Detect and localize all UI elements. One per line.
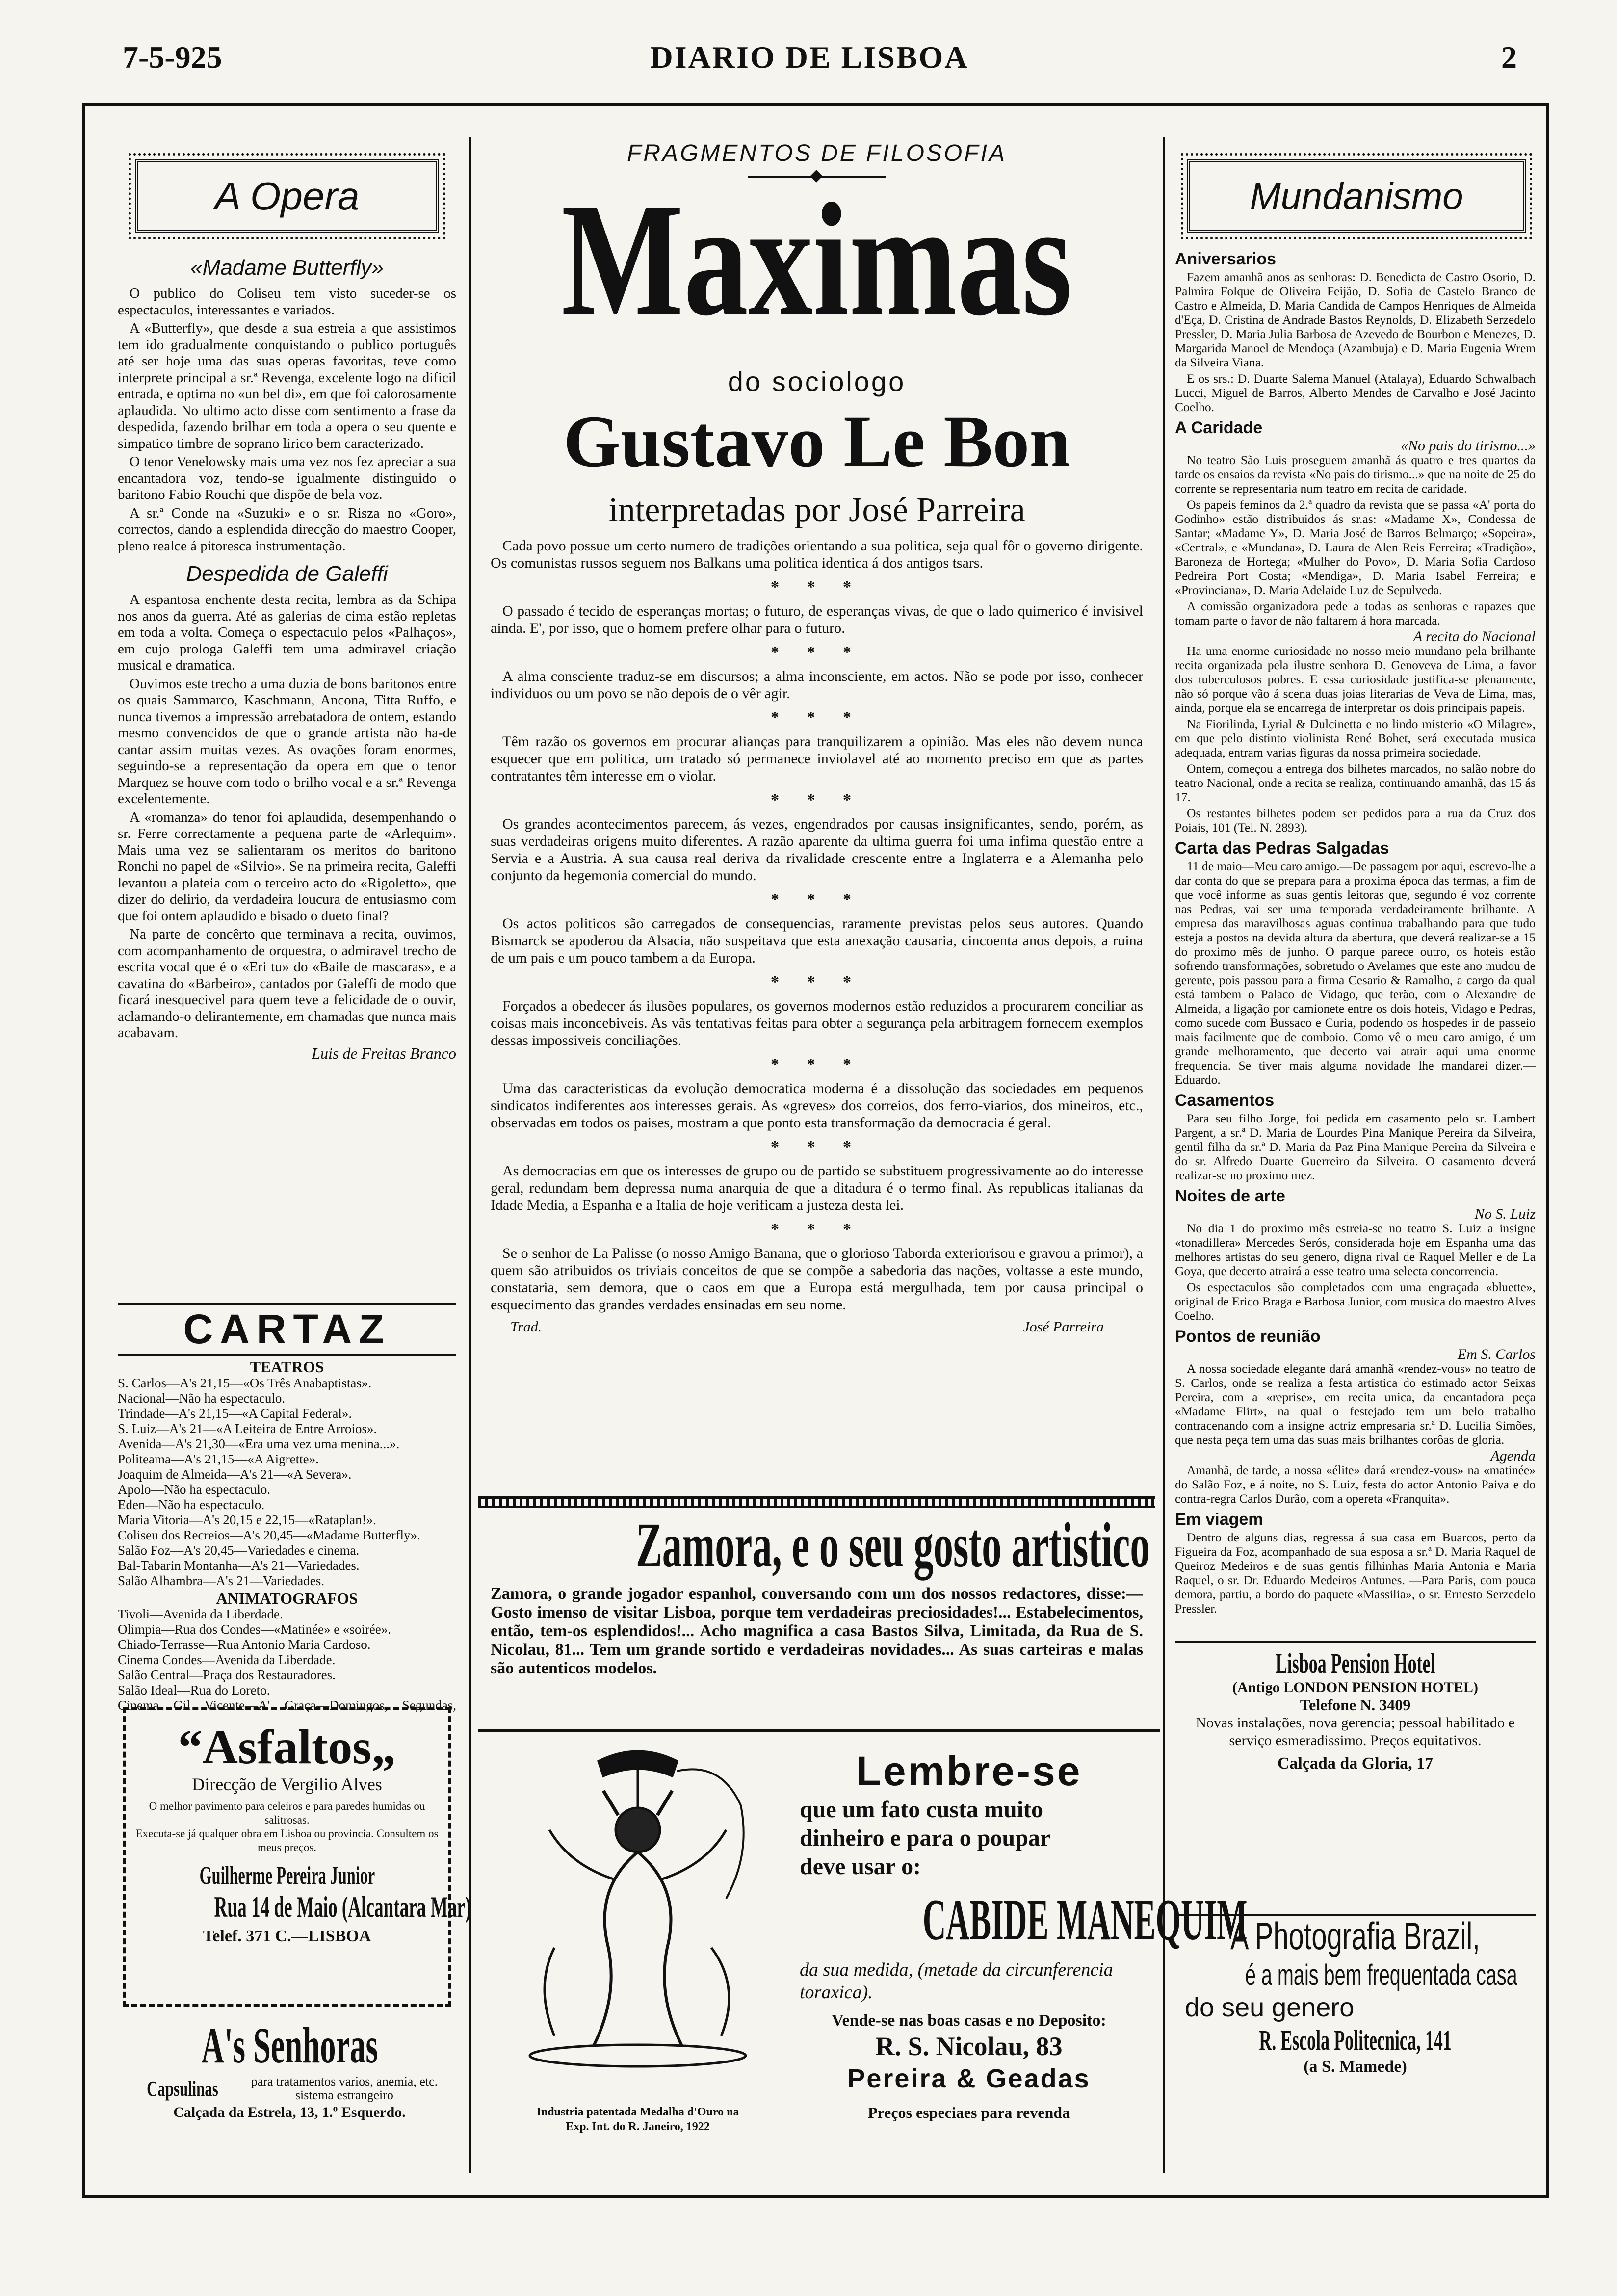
pension-address: Calçada da Gloria, 17 <box>1277 1754 1434 1773</box>
ornamental-rule <box>478 1496 1155 1508</box>
separator-stars: * * * <box>771 578 863 596</box>
column-divider-left <box>469 137 471 2173</box>
cabide-ad <box>790 1747 1248 2122</box>
maximas-title: Maximas <box>561 170 1072 349</box>
viagem-heading: Em viagem <box>1175 1510 1263 1529</box>
paragraph: A alma consciente traduz-se em discursos; a alma inconsciente, em actos. Não se pode por isso, conhecer individuos ou um povo se não depois de o vêr agir. <box>491 668 1143 702</box>
paragraph: Na parte de concêrto que terminava a recita, ouvimos, com acompanhamento de orquestra, o admiravel trecho de escrita vocal que é o «Eri tu» do «Baile de mascaras», e a cavatina do «Barbeiro», cantados por Galeffi de modo que ficará inesquecivel para quem teve a felicidade de o ouvir, aclamando-o delirantemente, em chamadas que nunca mais acabavam. <box>118 926 456 1041</box>
paragraph: E os srs.: D. Duarte Salema Manuel (Atalaya), Eduardo Schwalbach Lucci, Miguel de Barros, Alberto Mendes de Carvalho e José Jacinto Coelho. <box>1175 371 1536 414</box>
paragraph: O tenor Venelowsky mais uma vez nos fez apreciar a sua encantadora voz, tendo-se igualmente distinguido o baritono Fabio Rouchi que dispõe de bela voz. <box>118 454 456 502</box>
masthead: DIARIO DE LISBOA <box>650 40 969 75</box>
senhoras-title: A's Senhoras <box>201 2017 378 2074</box>
listing-item: Apolo—Não ha espectaculo. <box>118 1482 271 1497</box>
senhoras-ad <box>118 2016 461 2144</box>
cartaz-listing <box>118 1359 456 1712</box>
maximas-body <box>491 537 1143 1499</box>
paragraph: Ha uma enorme curiosidade no nosso meio mundano pela brilhante recita organizada pela ilustre senhora D. Genoveva de Lima, a favor dos tuberculosos pobres. E essa curiosidade justifica-se plenamente, não só porque vão á scena duas joias literarias de Veva de Lima, mas, ainda, porque ela se encarrega de interpretar os dois principais papeis. <box>1175 644 1536 715</box>
zamora-text: Zamora, o grande jogador espanhol, conversando com um dos nossos redactores, disse:—Gosto imenso de visitar Lisboa, porque tem verdadeiras preciosidades!... Estabelecimentos, então, tem-os esplendidos!... Acho magnifica a casa Bastos Silva, Limitada, da Rua de S. Nicolau, 81... Tem um grande sortido e verdadeiras novidades... As suas carteiras e malas são autenticos modelos. <box>491 1585 1143 1677</box>
opera-title: A Opera <box>135 159 439 233</box>
paragraph: No dia 1 do proximo mês estreia-se no teatro S. Luiz a insigne «tonadillera» Mercedes Serós, considerada hoje em Espanha uma das melhores artistas do seu genero, digna rival de Raquel Meller e de La Goya, que decerto atrairá a esse teatro uma selecta concorrencia. <box>1175 1221 1536 1278</box>
asfaltos-phone: Telef. 371 C.—LISBOA <box>203 1927 371 1945</box>
paragraph: Uma das caracteristicas da evolução democratica moderna é a dissolução das sociedades em pequenos sindicatos indiferentes aos interesses gerais. As «greves» dos correios, dos ferro-viarios, dos mineiros, etc., observadas em todos os paises, mostram a que ponto esta transformação da democracia é geral. <box>491 1080 1143 1131</box>
pension-text: Novas instalações, nova gerencia; pessoal habilitado e serviço esmeradissimo. Preços equitativos. <box>1196 1715 1515 1748</box>
paragraph: O passado é tecido de esperanças mortas; o futuro, de esperanças vivas, de que o lado quimerico é invisivel ainda. E', por isso, que o homem prefere olhar para o futuro. <box>491 603 1143 636</box>
paragraph: Os restantes bilhetes podem ser pedidos para a rua da Cruz dos Poiais, 101 (Tel. N. 2893). <box>1175 806 1536 835</box>
pension-ad <box>1175 1641 1536 1916</box>
listing-item: Chiado-Terrasse—Rua Antonio Maria Cardoso. <box>118 1637 371 1652</box>
listing-item: Joaquim de Almeida—A's 21—«A Severa». <box>118 1466 352 1482</box>
cabide-line3: deve usar o: <box>800 1853 921 1879</box>
cabide-prices: Preços especiaes para revenda <box>867 2104 1070 2121</box>
paragraph: Dentro de alguns dias, regressa á sua casa em Buarcos, perto da Figueira da Foz, acompanhado de sua esposa a sr.ª D. Maria Raquel de Queiroz Medeiros e de suas gentis filhinhas Maria Antonia e Maria Raquel, o sr. Dr. Eduardo Medeiros Antunes. —Para Paris, com pouca demora, partiu, a bordo do paquete «Massilia», o sr. Ernesto Serzedelo Pressler. <box>1175 1530 1536 1616</box>
photo-title: A Photografia Brazil, <box>1230 1914 1480 1957</box>
separator-stars: * * * <box>771 643 863 661</box>
asfaltos-subtitle: Direcção de Vergilio Alves <box>192 1774 382 1794</box>
agenda-sub: Agenda <box>1490 1448 1536 1464</box>
noites-heading: Noites de arte <box>1175 1187 1285 1205</box>
devil-illustration <box>496 1742 780 2075</box>
listing-item: Salão Central—Praça dos Restauradores. <box>118 1668 336 1682</box>
listing-item: Maria Vitoria—A's 20,15 e 22,15—«Rataplan!». <box>118 1512 376 1527</box>
cabide-line2: dinheiro e para o poupar <box>800 1825 1051 1851</box>
listing-item: Cinema Condes—Avenida da Liberdade. <box>118 1652 336 1667</box>
paragraph: Fazem amanhã anos as senhoras: D. Benedicta de Castro Osorio, D. Palmira Folque de Oliveira Feijão, D. Sofia de Castelo Branco de Castro e Almeida, D. Maria Candida de Campos Henriques de Almeida d'Eça, D. Cristina de Andrade Bastos Reynolds, D. Elizabeth Serzedelo Pressler, D. Maria Julia Barbosa de Azevedo de Bourbon e Menezes, D. Margarida Manoel de Mendoça (Azambuja) e D. Maria Eugenia Wrem da Silveira Viana. <box>1175 270 1536 369</box>
sociologo-subtitle: do sociologo <box>728 366 906 397</box>
separator-stars: * * * <box>771 890 863 909</box>
paragraph: Forçados a obedecer ás ilusões populares, os governos modernos estão reduzidos a procurarem conciliar as coisas mais inconcebiveis. As vãs tentativas feitas para obter a segurança pela arbitragem fornecem exemplos dessas impossiveis conciliações. <box>491 998 1143 1048</box>
paragraph: Os papeis feminos da 2.ª quadro da revista que se passa «A' porta do Godinho» estão distribuidos ás sr.as: «Madame X», Condessa de Santar; «Madame Y», D. Maria José de Barros Belmarço; «Sopeira», «Central», e «Mundana», D. Laura de Alen Reis Ferreira; «Tradição», Baroneza de Hortega; «Mulher do Povo», D. Maria Sofia Cardoso Pedreira Port Costa; «Mendiga», D. Maria Isabel Ferreira; e «Provinciana», D. Maria Adelaide Luz de Sepulveda. <box>1175 497 1536 597</box>
trad-label: Trad. <box>510 1319 542 1335</box>
zamora-headline: Zamora, e o seu gosto artistico <box>636 1510 1150 1581</box>
separator-stars: * * * <box>771 1220 863 1238</box>
listing-item: Salão Alhambra—A's 21—Variedades. <box>118 1573 325 1588</box>
trad-name: José Parreira <box>1023 1319 1104 1335</box>
listing-item: S. Carlos—A's 21,15—«Os Três Anabaptistas». <box>118 1375 372 1390</box>
photo-line2: do seu genero <box>1185 1993 1355 2022</box>
paragraph: A «Butterfly», que desde a sua estreia a que assistimos tem ido gradualmente conquistando o publico português até ser hoje uma das suas operas favoritas, teve como interprete principal a sr.ª Revenga, excelente logo na dificil entrada, e optima no «un bel di», em que foi calorosamente aplaudida. No ultimo acto disse com sentimento a frase da despedida, fazendo brilhar em toda a opera o seu quente e simpatico timbre de soprano lirico bem caracterizado. <box>118 320 456 451</box>
mundanismo-title: Mundanismo <box>1187 159 1526 233</box>
cabide-sold: Vende-se nas boas casas e no Deposito: <box>832 2011 1106 2030</box>
paragraph: 11 de maio—Meu caro amigo.—De passagem por aqui, escrevo-lhe a dar conta do que se prepara para a proxima época das termas, a fim de que você informe as suas gentis leitoras que, segundo é voz corrente nas Pedras, vai ser uma temporada verdadeiramente brilhante. A empresa das maravilhosas aguas continua trabalhando para que tudo esteja a postos na devida altura da abertura, que deverá realizar-se a 15 do proximo mês de junho. O parque parece outro, os hoteis estão sofrendo transformações, sobretudo o Avelames que este ano mudou de gerente, pois passou para a firma Cesario & Ramalho, a cargo da qual está tambem o Palaco de Vidago, que terão, com o Alexandre de Almeida, a ligação por camionete entre os dois hoteis, Vidago e Pedras, como sucede com Bussaco e Curia, podendo os hospedes ir de passeio mais facilmente que de comboio. Como vê o meu caro amigo, é um grande melhoramento, que decerto vai atrair aqui uma enorme frequencia. Se tiver mais alguma novidade lhe mandarei dizer.—Eduardo. <box>1175 859 1536 1087</box>
listing-item: Avenida—A's 21,30—«Era uma vez uma menina...». <box>118 1436 400 1451</box>
paragraph: Ouvimos este trecho a uma duzia de bons baritonos entre os quais Sammarco, Kaschmann, Ancona, Titta Ruffo, e nunca tivemos a impressão arrebatadora de ontem, estando mesmo convencidos de que o grande artista não ha-de cantar assim muitas vezes. As ovações foram enormes, seguindo-se a representação da opera em que o tenor Marquez se houve com todo o brilho vocal e a sr.ª Revenga excelentemente. <box>118 676 456 807</box>
paragraph: A comissão organizadora pede a todas as senhoras e rapazes que tomam parte o favor de não faltarem á hora marcada. <box>1175 599 1536 627</box>
paragraph: Se o senhor de La Palisse (o nosso Amigo Banana, que o glorioso Taborda exteriorisou e gravou a primor), a quem são atribuidos os triviais conceitos de que se compõe a sabedoria das nações, voltasse a este mundo, constataria, sem demora, que o caos em que a Europa está mergulhada, tem por causa principal o esquecimento das grandes verdades ensinadas em seu nome. <box>491 1245 1143 1313</box>
separator-stars: * * * <box>771 1138 863 1156</box>
asfaltos-name: Guilherme Pereira Junior <box>199 1862 375 1890</box>
separator-stars: * * * <box>771 791 863 809</box>
signature: Luis de Freitas Branco <box>312 1044 456 1062</box>
noites-sub: No S. Luiz <box>1474 1206 1536 1222</box>
listing-item: Coliseu dos Recreios—A's 20,45—«Madame Butterfly». <box>118 1527 420 1542</box>
paragraph: Ontem, começou a entrega dos bilhetes marcados, no salão nobre do teatro Nacional, onde a recita se realiza, continuando amanhã, das 15 ás 17. <box>1175 761 1536 804</box>
senhoras-address: Calçada da Estrela, 13, 1.º Esquerdo. <box>173 2104 406 2120</box>
listing-item: Olimpia—Rua dos Condes—«Matinée» e «soirée». <box>118 1622 391 1637</box>
asfaltos-text2: Executa-se já qualquer obra em Lisboa ou provincia. Consultem os meus preços. <box>135 1827 439 1853</box>
listing-item: S. Luiz—A's 21—«A Leiteira de Entre Arroios». <box>118 1421 377 1436</box>
paragraph: As democracias em que os interesses de grupo ou de partido se substituem progressivamente ao do interesse geral, redundam bem depressa numa anarquia de que a ditadura é o termo final. As republicas italianas da Idade Media, a Espanha e a Italia de hoje verificam a justeza desta lei. <box>491 1163 1143 1213</box>
pension-title: Lisboa Pension Hotel <box>1275 1647 1435 1679</box>
butterfly-heading: «Madame Butterfly» <box>190 256 384 280</box>
caridade-heading: A Caridade <box>1175 418 1263 437</box>
page-number: 2 <box>1501 40 1517 75</box>
opera-column <box>118 255 456 1305</box>
le-bon-author: Gustavo Le Bon <box>563 401 1070 482</box>
paragraph: A «romanza» do tenor foi aplaudida, desempenhando o sr. Ferre correctamente a pequena parte de «Arlequim». Mais uma vez se salientaram os meritos do baritono Ronchi no papel de «Silvio». Se na primeira recita, Galeffi levantou a plateia com o terceiro acto do «Rigoletto», que dizer do delirio, da verdadeira loucura de entusiasmo com que foi ontem aplaudido e bisado o dueto final? <box>118 809 456 924</box>
casamentos-heading: Casamentos <box>1175 1091 1275 1110</box>
listing-item: Eden—Não ha espectaculo. <box>118 1497 265 1512</box>
asfaltos-title: “Asfaltos„ <box>178 1720 396 1774</box>
photo-address: R. Escola Politecnica, 141 <box>1259 2024 1452 2056</box>
paragraph: Na Fiorilinda, Lyrial & Dulcinetta e no lindo misterio «O Milagre», em que pelo distinto violinista René Bohet, será executada musica adequada, entram varias figuras da nossa primeira sociedade. <box>1175 717 1536 759</box>
caridade-sub: «No pais do tirismo...» <box>1400 438 1536 454</box>
capsulinas-label: Capsulinas <box>147 2076 218 2101</box>
listing-item: Cinema Gil Vicente—A' Graça—Domingos, Segundas, <box>118 1698 456 1712</box>
cartaz-title: CARTAZ <box>118 1303 456 1356</box>
asfaltos-address: Rua 14 de Maio (Alcantara Mar) <box>214 1891 471 1923</box>
paragraph: Os espectaculos são completados com uma engraçada «bluette», original de Erico Braga e Barbosa Junior, com musica do maestro Alves Coelho. <box>1175 1280 1536 1323</box>
reuniao-heading: Pontos de reunião <box>1175 1327 1321 1346</box>
listing-item: Nacional—Não ha espectaculo. <box>118 1390 286 1406</box>
teatros-heading: TEATROS <box>250 1359 324 1376</box>
issue-date: 7-5-925 <box>123 40 222 75</box>
photo-ad <box>1175 1913 1536 2129</box>
galeffi-heading: Despedida de Galeffi <box>186 562 388 586</box>
animatografos-heading: ANIMATOGRAFOS <box>216 1589 358 1607</box>
teatros-list <box>118 1376 456 1589</box>
reuniao-sub: Em S. Carlos <box>1457 1346 1536 1362</box>
paragraph: Têm razão os governos em procurar alianças para tranquilizarem a opinião. Mas eles não devem nunca esquecer que em politica, um tratado só permanece inviolavel até ao momento preciso em que as partes contratantes têm interesse em o violar. <box>491 733 1143 784</box>
cabide-line1: que um fato custa muito <box>800 1797 1043 1823</box>
paragraph: A espantosa enchente desta recita, lembra as da Schipa nos anos da guerra. Até as galerias de cima estão repletas em toda a volta. Começa o espectaculo pelos «Palhaços», em cujo prologa Galeffi tem uma admiravel criação musical e dramatica. <box>118 592 456 673</box>
asfaltos-text1: O melhor pavimento para celeiros e para paredes humidas ou salitrosas. <box>149 1800 425 1826</box>
cartas-heading: Carta das Pedras Salgadas <box>1175 839 1389 858</box>
paragraph: Cada povo possue um certo numero de tradições orientando a sua politica, seja qual fôr o governo dirigente. Os comunistas russos seguem nos Balkans uma politica identica á dos antigos tsars. <box>491 538 1143 571</box>
devil-caption <box>496 2105 780 2134</box>
zamora-rule <box>478 1729 1160 1732</box>
pension-subtitle: (Antigo LONDON PENSION HOTEL) <box>1232 1679 1478 1696</box>
listing-item: Salão Ideal—Rua do Loreto. <box>118 1683 270 1697</box>
caption-line2: Exp. Int. do R. Janeiro, 1922 <box>566 2120 710 2133</box>
listing-item: Trindade—A's 21,15—«A Capital Federal». <box>118 1406 352 1421</box>
photo-area: (a S. Mamede) <box>1304 2058 1407 2076</box>
listing-item: Salão Foz—A's 20,45—Variedades e cinema. <box>118 1542 360 1558</box>
asfaltos-ad <box>123 1707 471 2007</box>
paragraph: A nossa sociedade elegante dará amanhã «rendez-vous» no teatro de S. Carlos, onde se realiza a festa artistica do estimado actor Seixas Pereira, com a «reprise», em recita unica, da encantadora peça «Madame Flirt», na qual o festejado tem um belo trabalho contracenando com a insigne actriz empresaria sr.ª D. Lucilia Simões, que nesta peça tem uma das suas mais brilhantes corôas de gloria. <box>1175 1361 1536 1447</box>
cabide-brand: CABIDE MANEQUIM <box>922 1887 1248 1952</box>
separator-stars: * * * <box>771 708 863 727</box>
cabide-text: da sua medida, (metade da circunferencia toraxica). <box>800 1959 1113 2003</box>
cabide-company: Pereira & Geadas <box>847 2064 1091 2093</box>
paragraph: Para seu filho Jorge, foi pedida em casamento pelo sr. Lambert Pargent, a sr.ª D. Maria de Lourdes Pina Manique Pereira da Silveira, gentil filha da sr.ª D. Maria da Paz Pina Manique Pereira da Silveira e do sr. Alfredo Duarte Guerreiro da Silveira. O casamento deverá realizar-se no proximo mez. <box>1175 1111 1536 1182</box>
paragraph: Os actos politicos são carregados de consequencias, raramente previstas pelos seus autores. Quando Bismarck se apoderou da Alsacia, não suspeitava que esta anexação causaria, cincoenta anos depois, a ruina de um pais e um pouco tambem a da Europa. <box>491 915 1143 966</box>
parreira-subtitle: interpretadas por José Parreira <box>608 491 1025 529</box>
paragraph: No teatro São Luis proseguem amanhã ás quatro e tres quartos da tarde os ensaios da revista «No pais do tirismo...» que na noite de 25 do corrente se representaria num teatro em recita de caridade. <box>1175 453 1536 496</box>
photo-line1: é a mais bem frequentada casa <box>1245 1958 1517 1991</box>
aniversarios-heading: Aniversarios <box>1175 250 1276 268</box>
separator-stars: * * * <box>771 973 863 991</box>
column-divider-right <box>1163 137 1165 2173</box>
separator-stars: * * * <box>771 1055 863 1073</box>
listing-item: Politeama—A's 21,15—«A Aigrette». <box>118 1451 319 1466</box>
nacional-sub: A recita do Nacional <box>1413 628 1536 645</box>
animatografos-list <box>118 1607 456 1712</box>
lembre-se-title: Lembre-se <box>856 1748 1082 1794</box>
listing-item: Bal-Tabarin Montanha—A's 21—Variedades. <box>118 1558 360 1573</box>
paragraph: Os grandes acontecimentos parecem, ás vezes, engendrados por causas insignificantes, sendo, porém, as suas verdadeiras origens muito diferentes. A razão aparente da ultima guerra foi uma infima questão entre a Servia e a Austria. A sua causa real deriva da rivalidade crescente entre a Inglaterra e a Alemanha pelo conjunto da hegemonia comercial do mundo. <box>491 816 1143 884</box>
listing-item: Tivoli—Avenida da Liberdade. <box>118 1607 283 1621</box>
paragraph: O publico do Coliseu tem visto suceder-se os espectaculos, interessantes e variados. <box>118 286 456 318</box>
paragraph: Amanhã, de tarde, a nossa «élite» dará «rendez-vous» na «matinée» do Salão Foz, e á noite, no S. Luiz, festa do actor Antonio Paiva e do contra-regra Carlos Durão, com a opereta «Franquita». <box>1175 1463 1536 1506</box>
mundanismo-column <box>1175 245 1536 1634</box>
pension-phone: Telefone N. 3409 <box>1300 1696 1411 1714</box>
cabide-address: R. S. Nicolau, 83 <box>875 2032 1063 2061</box>
caption-line1: Industria patentada Medalha d'Ouro na <box>536 2106 739 2118</box>
senhoras-text: para tratamentos varios, anemia, etc. sistema estrangeiro <box>251 2074 438 2102</box>
paragraph: A sr.ª Conde na «Suzuki» e o sr. Risza no «Goro», correctos, dando a esplendida direcção do maestro Cooper, pleno realce á pitoresca instrumentação. <box>118 505 456 554</box>
philosophy-kicker: FRAGMENTOS DE FILOSOFIA <box>627 140 1007 166</box>
